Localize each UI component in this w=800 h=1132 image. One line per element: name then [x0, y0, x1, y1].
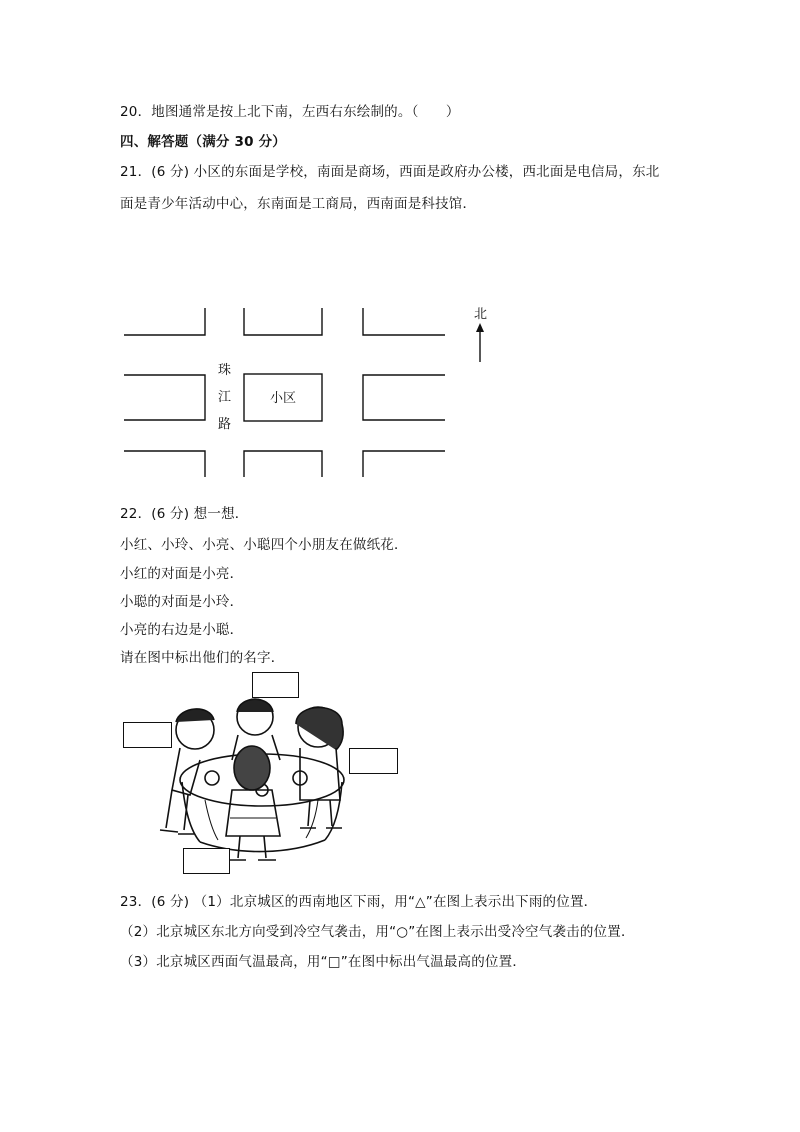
child-right-icon: [296, 707, 343, 828]
question-21-line-1: 21．(6 分) 小区的东面是学校，南面是商场，西面是政府办公楼，西北面是电信局，东北: [120, 164, 660, 180]
question-23-line-1: 23．(6 分) （1）北京城区的西南地区下雨，用“△”在图上表示出下雨的位置．: [120, 894, 598, 910]
question-23-line-3: （3）北京城区西面气温最高，用“□”在图中标出气温最高的位置．: [120, 954, 527, 970]
name-box-top[interactable]: [252, 672, 299, 698]
road-char-1: 珠: [218, 363, 232, 378]
question-22-line-3: 小聪的对面是小玲．: [120, 594, 244, 610]
community-label: 小区: [270, 391, 297, 406]
question-22-title: 22．(6 分) 想一想．: [120, 506, 249, 522]
question-20: 20．地图通常是按上北下南，左西右东绘制的。（ ）: [120, 104, 460, 120]
north-label: 北: [474, 307, 488, 322]
road-char-2: 江: [218, 390, 232, 405]
question-21-line-2: 面是青少年活动中心，东南面是工商局，西南面是科技馆．: [120, 196, 477, 212]
name-box-right[interactable]: [349, 748, 398, 774]
question-22-line-5: 请在图中标出他们的名字．: [120, 650, 285, 666]
question-22-line-2: 小红的对面是小亮．: [120, 566, 244, 582]
road-char-3: 路: [218, 417, 232, 432]
section-heading: 四、解答题（满分 30 分）: [120, 134, 286, 150]
question-23-line-2: （2）北京城区东北方向受到冷空气袭击，用“○”在图上表示出受冷空气袭击的位置．: [120, 924, 635, 940]
name-box-bottom[interactable]: [183, 848, 230, 874]
name-box-left[interactable]: [123, 722, 172, 748]
question-22-line-1: 小红、小玲、小亮、小聪四个小朋友在做纸花．: [120, 537, 408, 553]
child-front-icon: [226, 746, 280, 860]
question-22-line-4: 小亮的右边是小聪．: [120, 622, 244, 638]
